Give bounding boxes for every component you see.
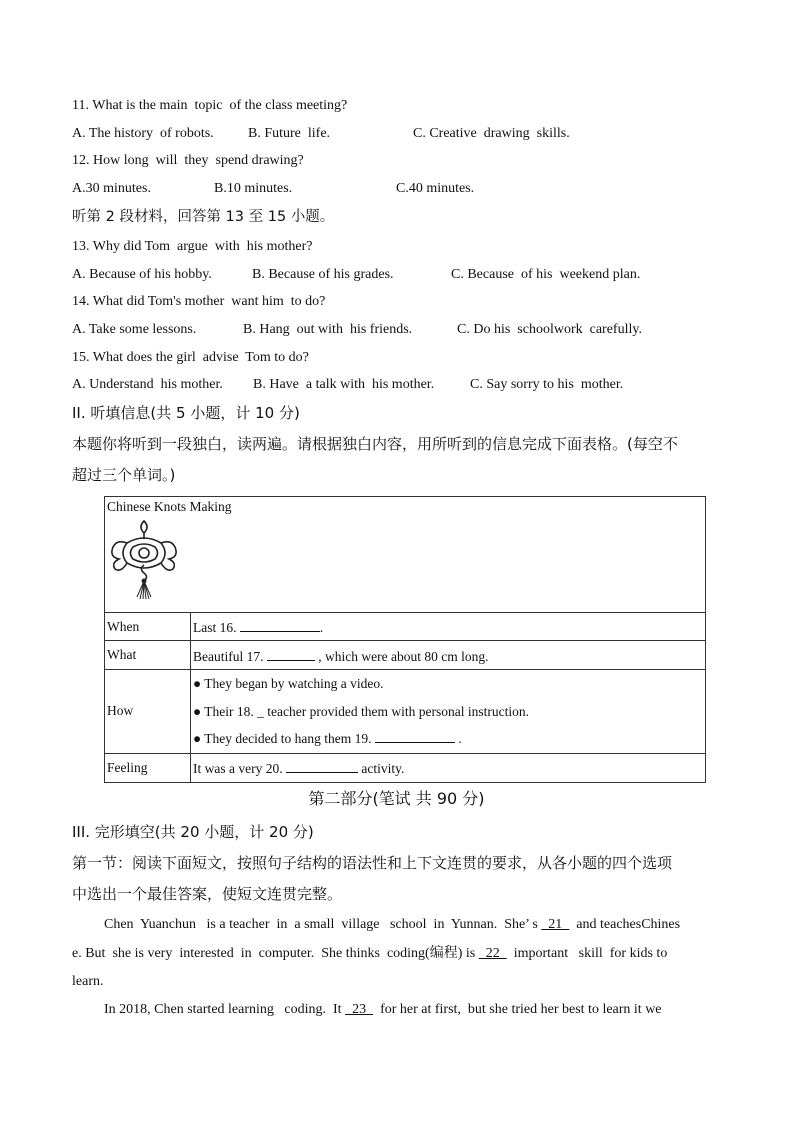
q14-stem: 14. What did Tom's mother want him to do? (72, 294, 326, 309)
how-item-3-end: . (454, 731, 462, 746)
q13-option-c: C. Because of his weekend plan. (451, 267, 641, 282)
row-value-how (191, 670, 706, 754)
passage-text: e. But she is very interested in computer. She thinks coding(编程) is (72, 946, 479, 961)
table-title: Chinese Knots Making (107, 499, 232, 514)
part-two-title: 第二部分(笔试 共 90 分) (308, 789, 485, 808)
q13-option-a: A. Because of his hobby. (72, 267, 212, 282)
how-item-1-text: They began by watching a video. (204, 676, 384, 691)
blank-20 (286, 758, 358, 773)
blank-22: 22 (478, 946, 507, 961)
q15-stem: 15. What does the girl advise Tom to do? (72, 350, 309, 365)
table-row-what (105, 641, 706, 670)
part2-instruction-line2: 超过三个单词。) (72, 466, 176, 484)
feeling-text: It was a very 20. (193, 761, 286, 776)
q12-option-a: A.30 minutes. (72, 181, 151, 196)
table-title-cell (105, 497, 706, 613)
part2-instruction-line1: 本题你将听到一段独白，读两遍。请根据独白内容，用所听到的信息完成下面表格。(每空不 (72, 435, 678, 453)
blank-23: 23 (345, 1002, 374, 1017)
blank-19 (375, 728, 455, 743)
q12-option-c: C.40 minutes. (396, 181, 475, 196)
part3-instruction-line2: 中选出一个最佳答案，使短文连贯完整。 (72, 885, 343, 903)
passage-text: and teachesChines (569, 917, 681, 932)
q11-stem: 11. What is the main topic of the class meeting? (72, 98, 348, 113)
passage-line-3: learn. (72, 974, 104, 989)
bullet-icon: ● (193, 731, 202, 746)
feeling-text-end: activity. (357, 761, 405, 776)
row-key-how: How (105, 670, 191, 754)
q14-option-c: C. Do his schoolwork carefully. (457, 322, 642, 337)
table-title-row (105, 497, 706, 613)
row-value-what (191, 641, 706, 670)
part2-heading: II. 听填信息(共 5 小题，计 10 分) (72, 404, 300, 422)
table-row-feeling (105, 753, 706, 782)
row-key-what: What (105, 641, 191, 670)
passage-line-2 (72, 944, 667, 964)
q15-option-a: A. Understand his mother. (72, 377, 223, 392)
q13-option-b: B. Because of his grades. (252, 267, 394, 282)
bullet-icon: ● (193, 676, 202, 691)
passage-line-1 (104, 915, 680, 935)
passage-text: important skill for kids to (506, 946, 668, 961)
row-key-when: When (105, 613, 191, 641)
row-value-feeling (191, 753, 706, 782)
q11-option-a: A. The history of robots. (72, 126, 214, 141)
q11-option-c: C. Creative drawing skills. (413, 126, 570, 141)
q11-option-b: B. Future life. (248, 126, 331, 141)
blank-17 (267, 646, 315, 661)
part3-instruction-line1: 第一节：阅读下面短文，按照句子结构的语法性和上下文连贯的要求，从各小题的四个选项 (72, 854, 673, 872)
how-item-3-text: They decided to hang them 19. (204, 731, 375, 746)
row-value-when (191, 613, 706, 641)
table-row-when (105, 613, 706, 641)
section2-intro: 听第 2 段材料，回答第 13 至 15 小题。 (72, 209, 335, 225)
blank-21: 21 (541, 917, 570, 932)
table-row-how (105, 670, 706, 754)
row-key-feeling: Feeling (105, 753, 191, 782)
q14-option-b: B. Hang out with his friends. (243, 322, 413, 337)
bullet-icon: ● (193, 703, 202, 719)
how-item-2-text: Their 18. _ teacher provided them with personal instruction. (204, 703, 529, 719)
q12-stem: 12. How long will they spend drawing? (72, 153, 304, 168)
chinese-knot-image (107, 517, 181, 601)
when-period: . (319, 620, 324, 635)
q14-option-a: A. Take some lessons. (72, 322, 197, 337)
how-item-3 (193, 725, 703, 753)
part3-heading: III. 完形填空(共 20 小题，计 20 分) (72, 823, 314, 841)
passage-text: for her at first, but she tried her best to learn it we (373, 1002, 662, 1017)
passage-line-4 (104, 1000, 662, 1020)
what-text: Beautiful 17. (193, 648, 267, 664)
q15-option-b: B. Have a talk with his mother. (253, 377, 435, 392)
q15-option-c: C. Say sorry to his mother. (470, 377, 624, 392)
blank-16 (240, 617, 320, 632)
how-item-2 (193, 698, 703, 726)
when-text: Last 16. (193, 620, 240, 635)
q13-stem: 13. Why did Tom argue with his mother? (72, 239, 313, 254)
listening-table (104, 496, 706, 783)
passage-text: Chen Yuanchun is a teacher in a small village school in Yunnan. She’ s (104, 917, 542, 932)
how-item-1 (193, 670, 703, 698)
what-text-end: , which were about 80 cm long. (314, 648, 489, 664)
passage-text: In 2018, Chen started learning coding. It (104, 1002, 346, 1017)
q12-option-b: B.10 minutes. (214, 181, 293, 196)
